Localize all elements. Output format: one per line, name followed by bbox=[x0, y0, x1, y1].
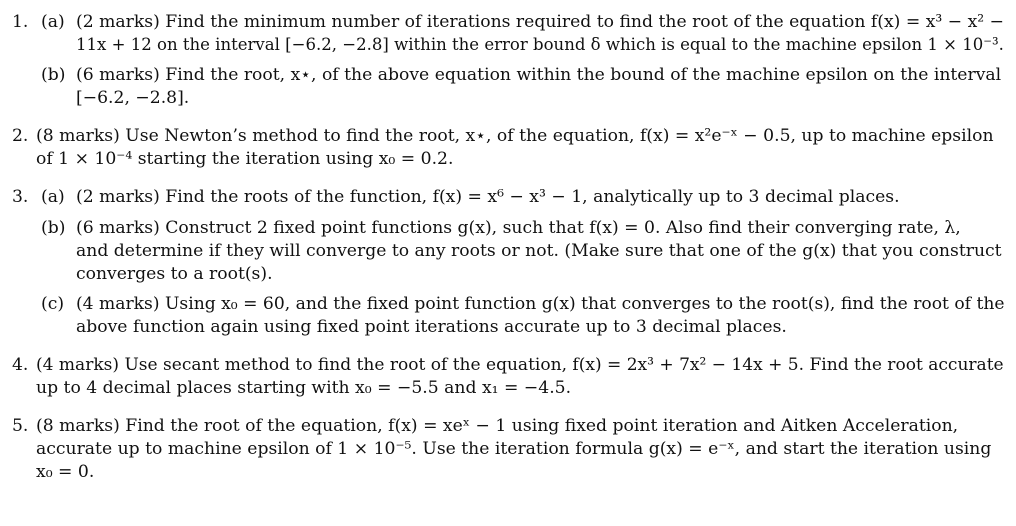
problem-5-line-3: x₀ = 0. bbox=[36, 462, 95, 482]
problem-3b-label: (b) bbox=[41, 218, 66, 238]
problem-3a-label: (a) bbox=[41, 187, 65, 207]
problem-2-line-2: of 1 × 10⁻⁴ starting the iteration using x₀ = 0.2. bbox=[36, 149, 454, 169]
problem-3c-line-1: (4 marks) Using x₀ = 60, and the fixed point function g(x) that converges to the root(s), find the root of the bbox=[76, 294, 1005, 314]
problem-1b-line-2: [−6.2, −2.8]. bbox=[76, 88, 190, 108]
problem-1-number: 1. bbox=[12, 12, 29, 32]
problem-1a-line-2: 11x + 12 on the interval [−6.2, −2.8] within the error bound δ which is equal to the machine epsilon 1 × 10⁻³. bbox=[76, 35, 1004, 55]
problem-4-line-1: (4 marks) Use secant method to find the root of the equation, f(x) = 2x³ + 7x² − 14x + 5. Find the root accurate bbox=[36, 355, 1004, 375]
problem-4-line-2: up to 4 decimal places starting with x₀ = −5.5 and x₁ = −4.5. bbox=[36, 378, 572, 398]
problem-1a-line-1: (2 marks) Find the minimum number of iterations required to find the root of the equation f(x) = x³ − x² − bbox=[76, 12, 1005, 32]
problem-3b-line-1: (6 marks) Construct 2 fixed point functions g(x), such that f(x) = 0. Also find their converging rate, λ, bbox=[76, 218, 961, 238]
problem-1a-label: (a) bbox=[41, 12, 65, 32]
problem-3b-line-3: converges to a root(s). bbox=[76, 264, 273, 284]
problem-3b-line-2: and determine if they will converge to any roots or not. (Make sure that one of the g(x) that you construct bbox=[76, 241, 1002, 261]
problem-3c-label: (c) bbox=[41, 294, 65, 314]
problem-1b-label: (b) bbox=[41, 65, 66, 85]
problem-1b-line-1: (6 marks) Find the root, x⋆, of the above equation within the bound of the machine epsilon on the interval bbox=[76, 65, 1002, 85]
problem-5-number: 5. bbox=[12, 416, 29, 436]
problem-2-line-1: (8 marks) Use Newton’s method to find the root, x⋆, of the equation, f(x) = x²e⁻ˣ − 0.5, up to machine epsilon bbox=[36, 126, 994, 146]
problem-2-number: 2. bbox=[12, 126, 29, 146]
problem-3a-line-1: (2 marks) Find the roots of the function, f(x) = x⁶ − x³ − 1, analytically up to 3 decimal places. bbox=[76, 187, 900, 207]
problem-4-number: 4. bbox=[12, 355, 29, 375]
problem-5-line-1: (8 marks) Find the root of the equation, f(x) = xeˣ − 1 using fixed point iteration and Aitken Acceleration, bbox=[36, 416, 959, 436]
problem-5-line-2: accurate up to machine epsilon of 1 × 10⁻⁵. Use the iteration formula g(x) = e⁻ˣ, and start the iteration using bbox=[36, 439, 992, 459]
problem-3-number: 3. bbox=[12, 187, 29, 207]
problem-3c-line-2: above function again using fixed point iterations accurate up to 3 decimal places. bbox=[76, 317, 787, 337]
